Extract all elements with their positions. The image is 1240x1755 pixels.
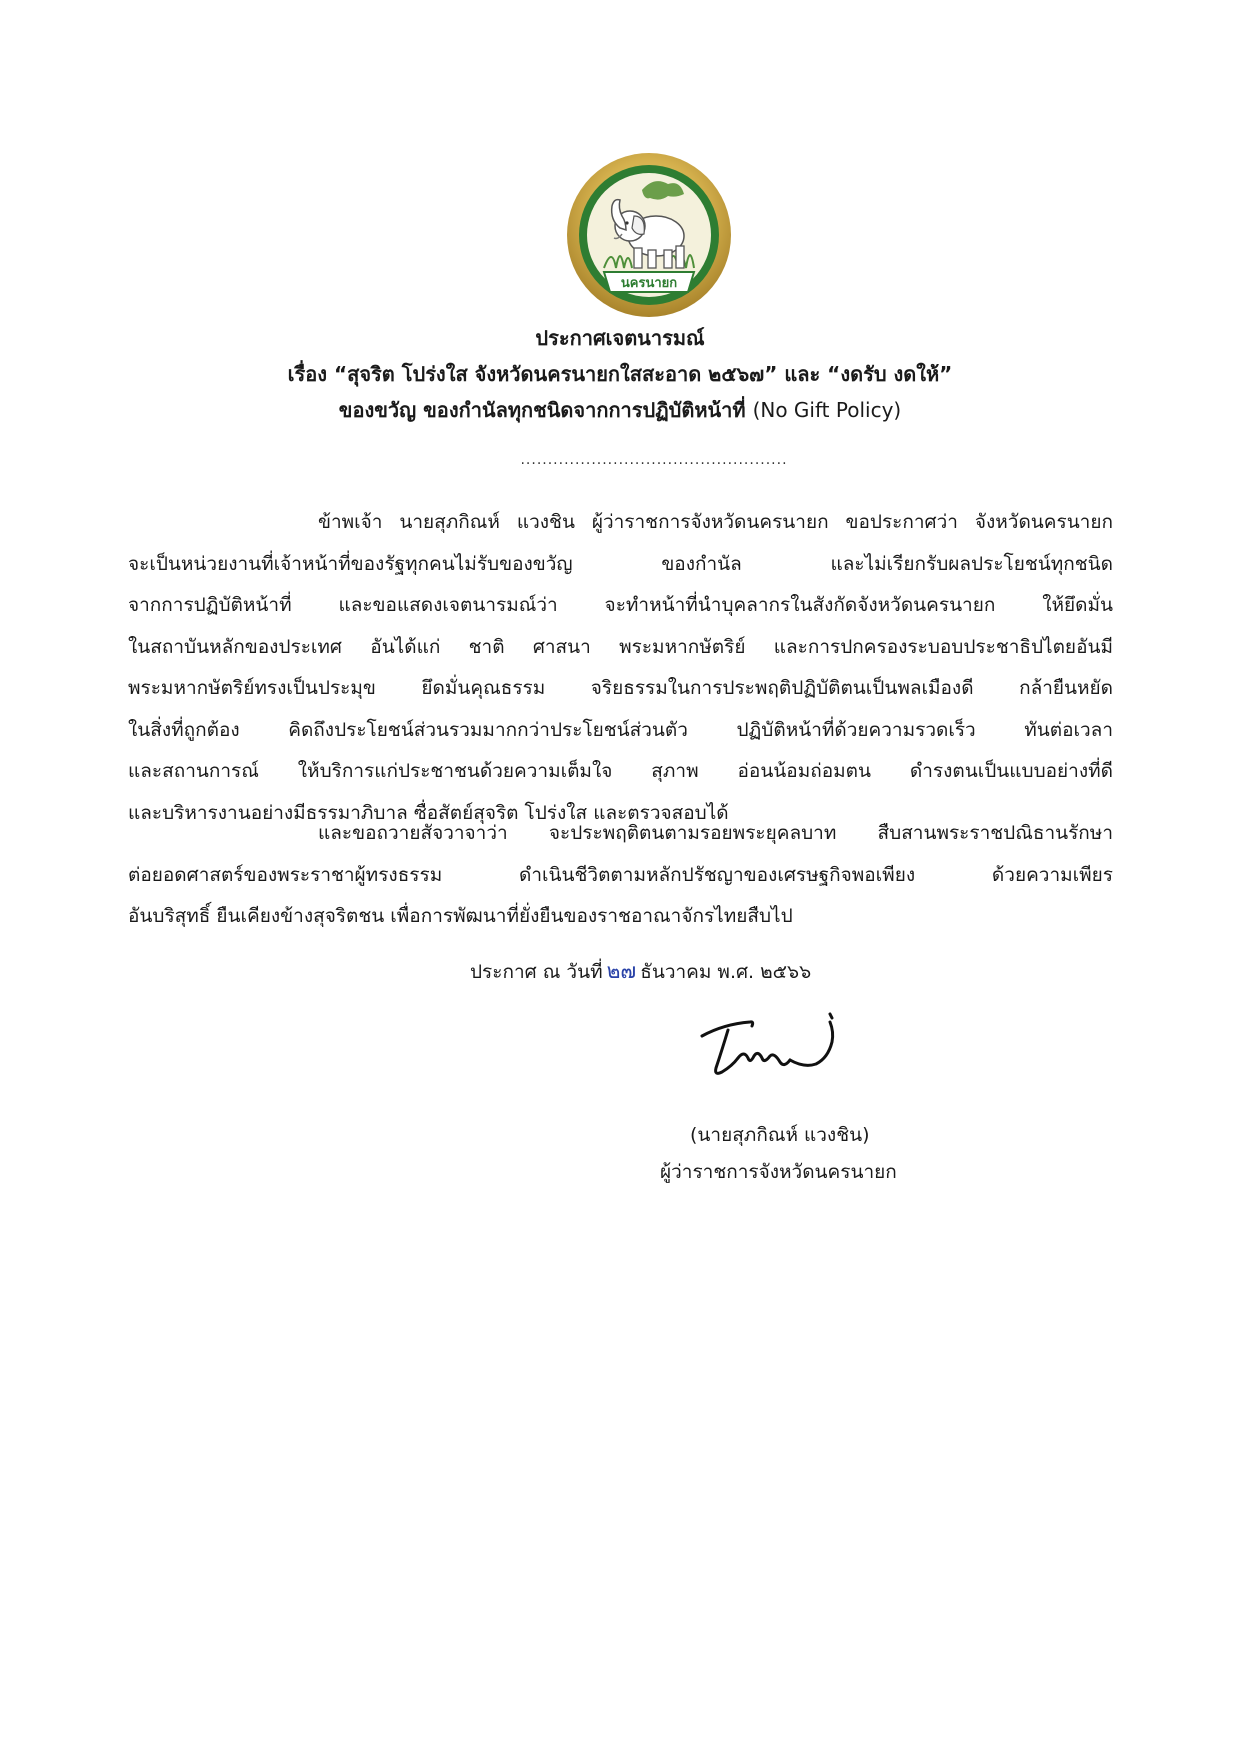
announcement-date	[470, 955, 811, 988]
signer-title: ผู้ว่าราชการจังหวัดนครนายก	[660, 1161, 897, 1183]
handwritten-signature	[694, 1010, 854, 1100]
heading-subject-continued	[120, 392, 1120, 428]
provincial-seal-logo	[564, 150, 734, 320]
date-day-handwritten: ๒๗	[606, 959, 637, 983]
heading-separator: .................................................	[520, 452, 788, 468]
heading-subject: เรื่อง “สุจริต โปร่งใส จังหวัดนครนายกใสสะอาด ๒๕๖๗” และ “งดรับ งดให้”	[287, 362, 953, 386]
seal-banner-text: นครนายก	[620, 276, 678, 291]
heading-subject-main: ของขวัญ ของกำนัลทุกชนิดจากการปฏิบัติหน้าที่	[338, 398, 746, 422]
declaration-paragraph-1	[128, 502, 1113, 834]
paragraph-line: ในสิ่งที่ถูกต้อง คิดถึงประโยชน์ส่วนรวมมากกว่าประโยชน์ส่วนตัว ปฏิบัติหน้าที่ด้วยความรวดเร็ว ทันต่อเวลา	[128, 718, 1113, 741]
date-prefix: ประกาศ ณ วันที่	[470, 961, 603, 983]
paragraph-line: และขอถวายสัจวาจาว่า จะประพฤติตนตามรอยพระยุคลบาท สืบสานพระราชปณิธานรักษา	[318, 822, 1113, 844]
signature-icon	[694, 1010, 854, 1100]
declaration-paragraph-2	[128, 813, 1113, 938]
date-month-year: ธันวาคม พ.ศ. ๒๕๖๖	[640, 961, 812, 983]
announcement-heading	[120, 320, 1120, 428]
paragraph-line: ในสถาบันหลักของประเทศ อันได้แก่ ชาติ ศาสนา พระมหากษัตริย์ และการปกครองระบอบประชาธิปไตยอันมี	[128, 635, 1113, 658]
paragraph-line: ข้าพเจ้า นายสุภกิณห์ แวงชิน ผู้ว่าราชการจังหวัดนครนายก ขอประกาศว่า จังหวัดนครนายก	[318, 511, 1113, 533]
paragraph-line: และบริหารงานอย่างมีธรรมาภิบาล ซื่อสัตย์สุจริต โปร่งใส และตรวจสอบได้	[128, 801, 729, 824]
paragraph-line: พระมหากษัตริย์ทรงเป็นประมุข ยึดมั่นคุณธรรม จริยธรรมในการประพฤติปฏิบัติตนเป็นพลเมืองดี กล้ายืนหยัด	[128, 677, 1113, 699]
paragraph-line: จะเป็นหน่วยงานที่เจ้าหน้าที่ของรัฐทุกคนไม่รับของขวัญ ของกำนัล และไม่เรียกรับผลประโยชน์ทุกชนิด	[128, 552, 1113, 575]
signer-name: (นายสุภกิณห์ แวงชิน)	[690, 1124, 870, 1146]
paragraph-line: จากการปฏิบัติหน้าที่ และขอแสดงเจตนารมณ์ว่า จะทำหน้าที่นำบุคลากรในสังกัดจังหวัดนครนายก ให้ยึดมั่น	[128, 594, 1113, 616]
heading-policy-name: (No Gift Policy)	[752, 398, 902, 422]
paragraph-line: และสถานการณ์ ให้บริการแก่ประชาชนด้วยความเต็มใจ สุภาพ อ่อนน้อมถ่อมตน ดำรงตนเป็นแบบอย่างที่ดี	[128, 760, 1113, 782]
heading-title: ประกาศเจตนารมณ์	[535, 326, 705, 350]
paragraph-line: ต่อยอดศาสตร์ของพระราชาผู้ทรงธรรม ดำเนินชีวิตตามหลักปรัชญาของเศรษฐกิจพอเพียง ด้วยความเพียร	[128, 863, 1113, 886]
elephant-seal-icon	[564, 150, 734, 320]
paragraph-line: อันบริสุทธิ์ ยืนเคียงข้างสุจริตชน เพื่อการพัฒนาที่ยั่งยืนของราชอาณาจักรไทยสืบไป	[128, 905, 793, 927]
